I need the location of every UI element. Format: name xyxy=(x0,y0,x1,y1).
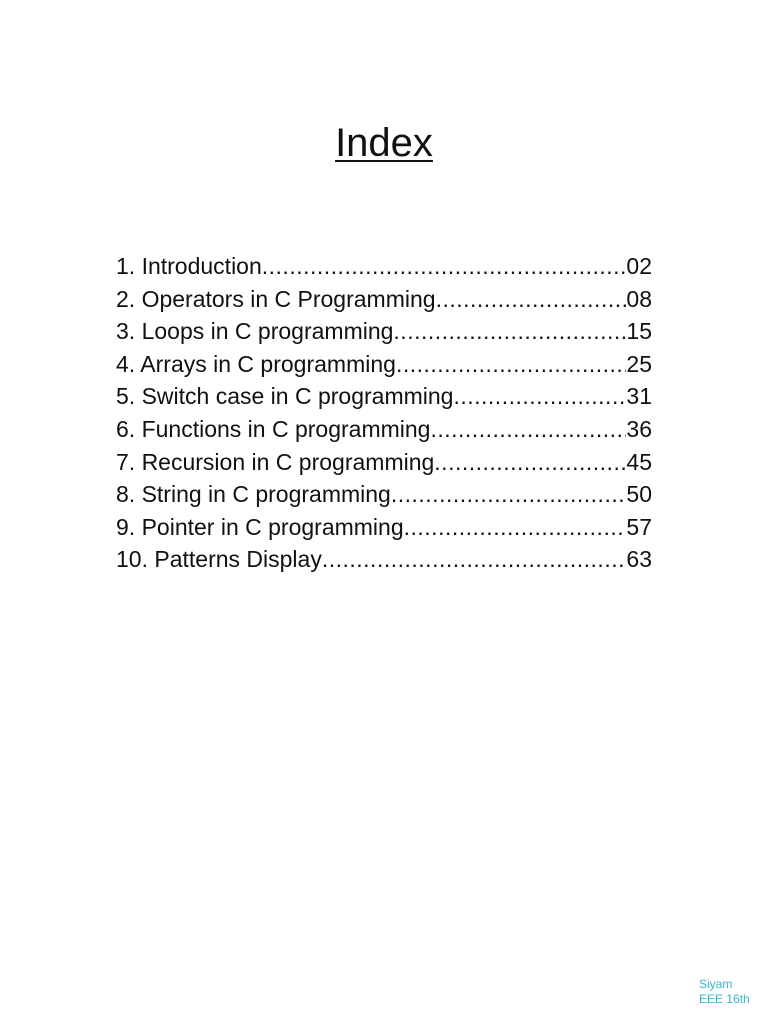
page-title-text: Index xyxy=(335,120,433,165)
toc-entry xyxy=(116,348,652,381)
toc-entry-page: 15 xyxy=(626,318,652,345)
toc-entry-label: 10. Patterns Display xyxy=(116,546,322,573)
toc-entry-label: 5. Switch case in C programming xyxy=(116,383,454,410)
toc-dot-leader xyxy=(404,511,627,544)
toc-entry-page: 63 xyxy=(626,546,652,573)
toc-dot-leader xyxy=(430,413,626,446)
toc-entry-page: 36 xyxy=(626,415,652,442)
toc-dot-leader xyxy=(436,283,627,316)
toc-entry xyxy=(116,413,652,446)
toc-entry-label: 4. Arrays in C programming xyxy=(116,350,396,377)
toc-entry xyxy=(116,283,652,316)
table-of-contents xyxy=(116,250,652,576)
toc-entry xyxy=(116,478,652,511)
toc-entry-label: 9. Pointer in C programming xyxy=(116,513,404,540)
toc-dot-leader xyxy=(322,543,627,576)
toc-entry-page: 08 xyxy=(626,285,652,312)
toc-entry-page: 50 xyxy=(626,481,652,508)
author-signature xyxy=(699,977,750,1007)
toc-entry-page: 25 xyxy=(626,350,652,377)
toc-dot-leader xyxy=(391,478,627,511)
toc-entry-label: 6. Functions in C programming xyxy=(116,415,431,442)
toc-dot-leader xyxy=(262,250,627,283)
author-batch: EEE 16th xyxy=(699,992,750,1006)
toc-entry xyxy=(116,543,652,576)
toc-entry-page: 45 xyxy=(626,448,652,475)
toc-entry xyxy=(116,315,652,348)
toc-entry xyxy=(116,511,652,544)
toc-entry-label: 1. Introduction xyxy=(116,253,262,279)
toc-entry-label: 7. Recursion in C programming xyxy=(116,448,435,475)
toc-dot-leader xyxy=(393,315,626,348)
toc-entry-label: 2. Operators in C Programming xyxy=(116,285,436,312)
toc-dot-leader xyxy=(453,380,626,413)
toc-entry xyxy=(116,446,652,479)
page-title xyxy=(0,119,768,167)
toc-entry-page: 57 xyxy=(626,513,652,540)
toc-dot-leader xyxy=(434,446,626,479)
toc-dot-leader xyxy=(396,348,626,381)
toc-entry-label: 8. String in C programming xyxy=(116,481,391,508)
toc-entry xyxy=(116,250,652,283)
toc-entry-page: 31 xyxy=(626,383,652,410)
toc-entry-label: 3. Loops in C programming xyxy=(116,318,394,345)
author-name: Siyam xyxy=(699,977,733,991)
toc-entry xyxy=(116,380,652,413)
toc-entry-page: 02 xyxy=(626,253,652,279)
